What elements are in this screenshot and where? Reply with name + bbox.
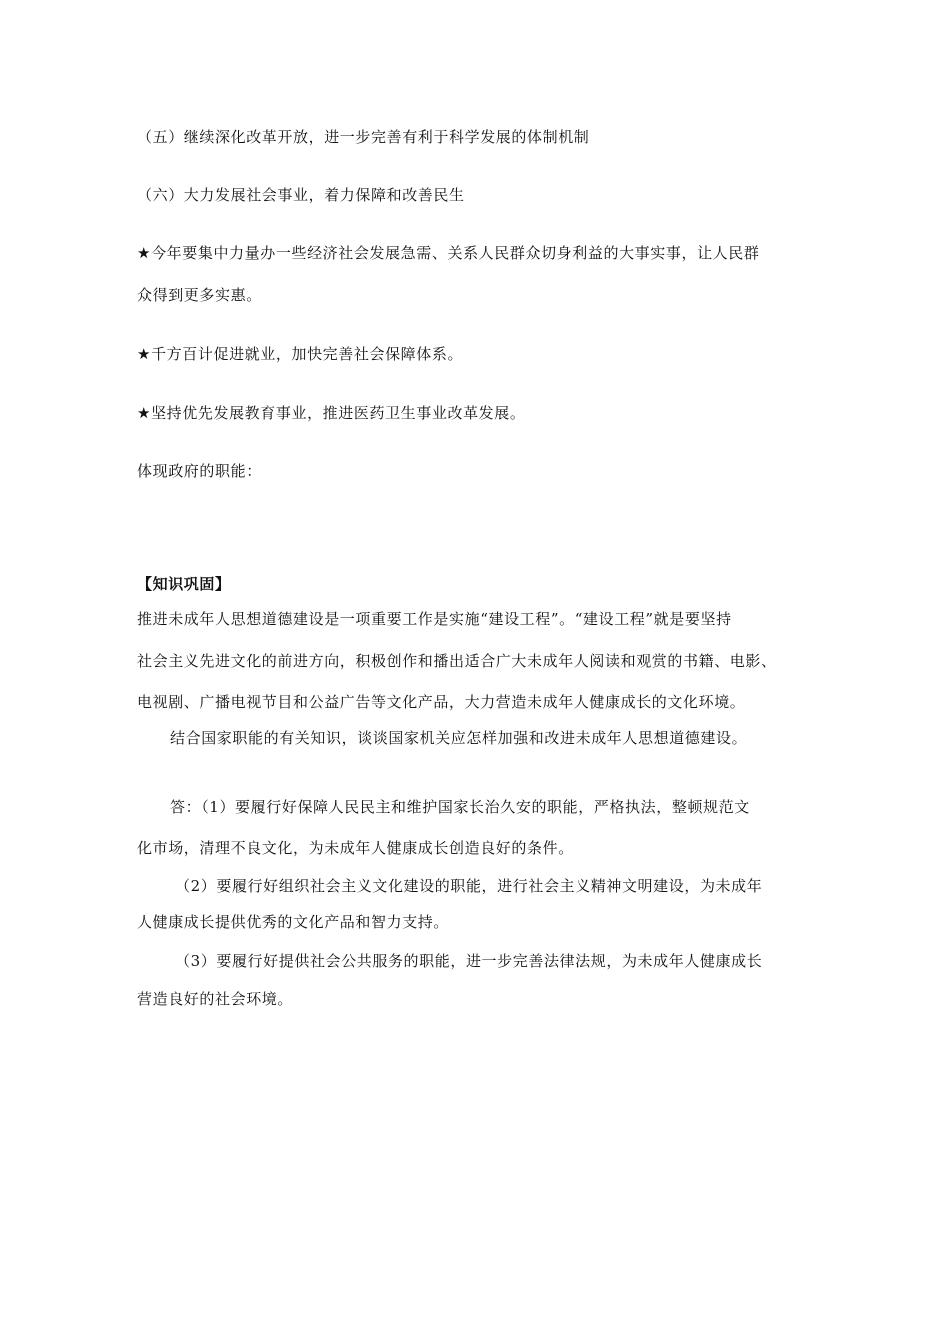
section-five-heading: （五）继续深化改革开放，进一步完善有利于科学发展的体制机制 bbox=[137, 128, 590, 146]
answer-line-3: （2）要履行好组织社会主义文化建设的职能，进行社会主义精神文明建设，为未成年 bbox=[175, 877, 763, 895]
question-text: 结合国家职能的有关知识，谈谈国家机关应怎样加强和改进未成年人思想道德建设。 bbox=[170, 729, 748, 747]
star-icon: ★ bbox=[137, 404, 152, 422]
bullet-item-1 bbox=[137, 243, 759, 263]
bullet-text-1-line1: 今年要集中力量办一些经济社会发展急需、关系人民群众切身利益的大事实事，让人民群 bbox=[151, 244, 760, 262]
answer-line-2: 化市场，清理不良文化，为未成年人健康成长创造良好的条件。 bbox=[137, 839, 574, 857]
section-six-heading: （六）大力发展社会事业，着力保障和改善民生 bbox=[137, 186, 465, 204]
passage-line-2: 社会主义先进文化的前进方向，积极创作和播出适合广大未成年人阅读和观赏的书籍、电影、 bbox=[137, 652, 777, 670]
bullet-text-1-line2: 众得到更多实惠。 bbox=[137, 286, 262, 304]
answer-line-5: （3）要履行好提供社会公共服务的职能，进一步完善法律法规，为未成年人健康成长 bbox=[175, 952, 763, 970]
answer-line-4: 人健康成长提供优秀的文化产品和智力支持。 bbox=[137, 913, 450, 931]
answer-line-6: 营造良好的社会环境。 bbox=[137, 990, 294, 1008]
star-icon: ★ bbox=[137, 345, 152, 363]
bullet-item-2 bbox=[137, 344, 463, 364]
passage-line-1: 推进未成年人思想道德建设是一项重要工作是实施“建设工程”。“建设工程”就是要坚持 bbox=[137, 610, 732, 628]
knowledge-heading: 【知识巩固】 bbox=[137, 575, 231, 593]
bullet-item-3 bbox=[137, 403, 525, 423]
bullet-text-3: 坚持优先发展教育事业，推进医药卫生事业改革发展。 bbox=[151, 404, 526, 422]
function-prompt: 体现政府的职能： bbox=[137, 462, 262, 480]
star-icon: ★ bbox=[137, 244, 152, 262]
bullet-text-2: 千方百计促进就业，加快完善社会保障体系。 bbox=[151, 345, 464, 363]
passage-line-3: 电视剧、广播电视节目和公益广告等文化产品，大力营造未成年人健康成长的文化环境。 bbox=[137, 693, 746, 711]
answer-line-1: 答：（1）要履行好保障人民民主和维护国家长治久安的职能，严格执法，整顿规范文 bbox=[170, 798, 750, 816]
